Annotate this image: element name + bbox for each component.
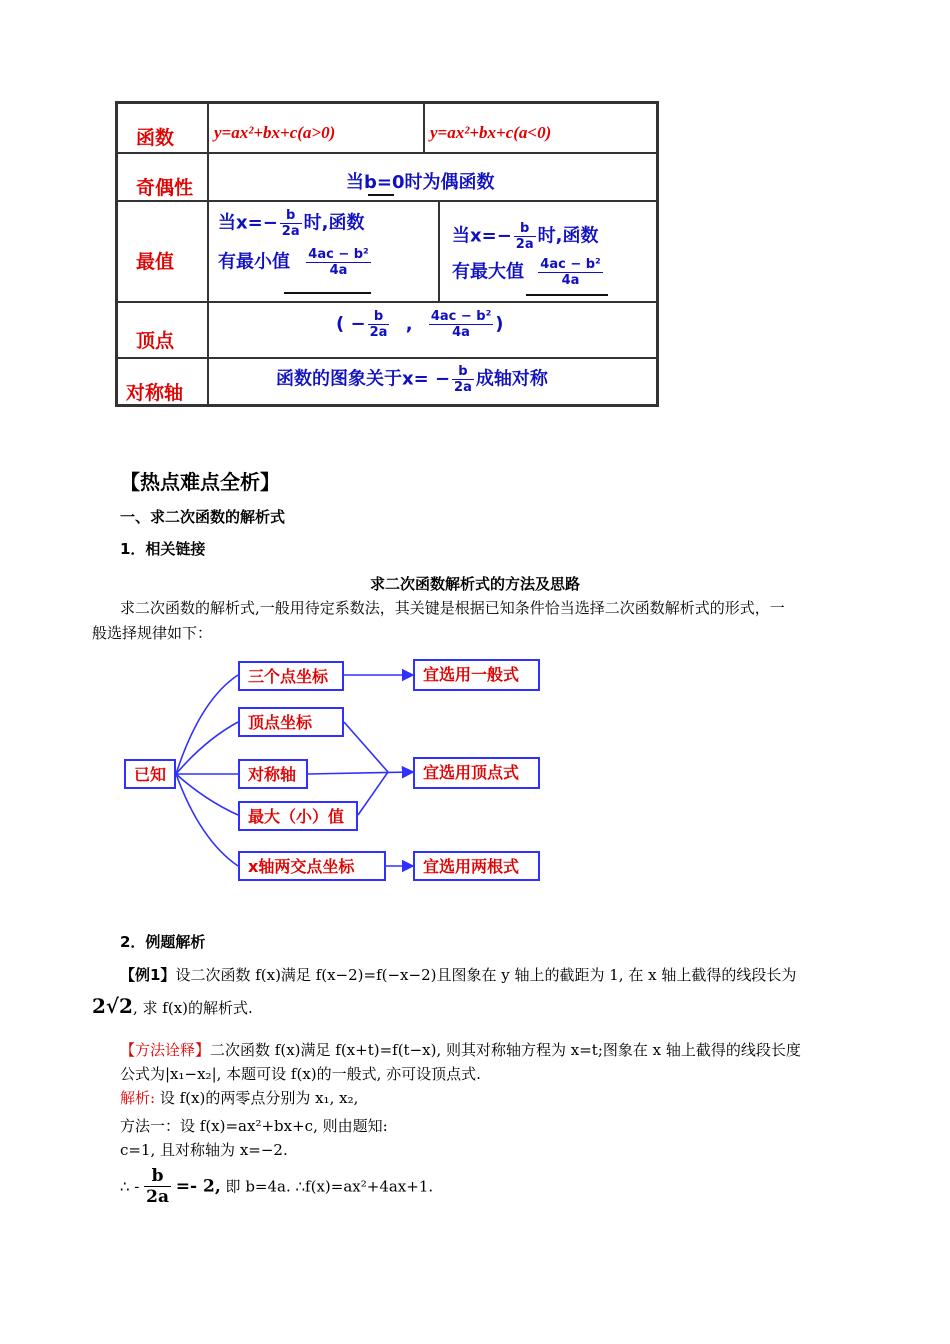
parity-text: 当b=0时为偶函数 xyxy=(346,172,495,193)
intro-line-2: 般选择规律如下： xyxy=(92,624,213,642)
row-label-vertex: 顶点 xyxy=(136,330,175,352)
method-line-2: 公式为|x₁−x₂|, 本题可设 f(x)的一般式, 亦可设顶点式. xyxy=(120,1065,481,1083)
axis-formula: 函数的图象关于x= − $\frac{b}{2a}$ 成轴对称 xyxy=(276,364,548,395)
heading-1: 一、求二次函数的解析式 xyxy=(120,508,286,526)
example-line-2: 2√2, 求 f(x)的解析式. xyxy=(92,994,253,1018)
center-title: 求二次函数解析式的方法及思路 xyxy=(369,575,580,593)
heading-1-1: 1．相关链接 xyxy=(120,540,206,558)
flow-known: 已知 xyxy=(124,759,176,789)
vertex-formula: ( − $\frac{b}{2a}$ , $\frac{\text{4ac − b²}}{4a}$ ) xyxy=(336,309,504,340)
flow-x-intercepts: x轴两交点坐标 xyxy=(238,851,386,881)
min-line2: 有最小值 $\frac{\text{4ac − b²}}{4a}$ xyxy=(218,247,369,278)
solution-line-1: 解析: 设 f(x)的两零点分别为 x₁, x₂, xyxy=(120,1089,359,1107)
function-negative-a: y=ax²+bx+c(a<0) xyxy=(430,123,552,142)
flow-axis: 对称轴 xyxy=(238,759,308,789)
example-line-1: 【例1】设二次函数 f(x)满足 f(x−2)=f(−x−2)且图象在 y 轴上的截距为 1, 在 x 轴上截得的线段长为 xyxy=(120,966,797,984)
heading-2: 2．例题解析 xyxy=(120,933,206,951)
row-label-parity: 奇偶性 xyxy=(136,177,194,199)
solution-line-2: 方法一：设 f(x)=ax²+bx+c, 则由题知: xyxy=(120,1117,388,1135)
flow-vertex-form: 宜选用顶点式 xyxy=(413,757,540,789)
max-line2: 有最大值 $\frac{\text{4ac − b²}}{4a}$ xyxy=(452,257,601,288)
solution-line-3: c=1, 且对称轴为 x=−2. xyxy=(120,1141,288,1159)
intro-line-1: 求二次函数的解析式,一般用待定系数法，其关键是根据已知条件恰当选择二次函数解析式的形式，一 xyxy=(120,599,785,617)
flow-roots-form: 宜选用两根式 xyxy=(413,851,540,881)
section-title: 【热点难点全析】 xyxy=(120,470,280,494)
quadratic-properties-table xyxy=(115,101,659,407)
flow-general-form: 宜选用一般式 xyxy=(413,659,540,691)
flow-max-min: 最大（小）值 xyxy=(238,801,358,831)
min-line1: 当x=− $\frac{b}{2a}$ 时,函数 xyxy=(218,208,365,239)
row-label-axis: 对称轴 xyxy=(126,382,184,404)
row-label-function: 函数 xyxy=(136,127,175,149)
row-label-extreme: 最值 xyxy=(136,251,175,273)
function-positive-a: y=ax²+bx+c(a>0) xyxy=(214,123,336,142)
flow-vertex-coords: 顶点坐标 xyxy=(238,707,344,737)
method-line-1: 【方法诠释】二次函数 f(x)满足 f(x+t)=f(t−x), 则其对称轴方程为 x=t;图象在 x 轴上截得的线段长度 xyxy=(120,1041,801,1059)
solution-line-4: ∴ - $\frac{b}{2a}$ =- 2, 即 b=4a. ∴f(x)=ax²+4ax+1. xyxy=(120,1166,434,1207)
max-line1: 当x=− $\frac{b}{2a}$ 时,函数 xyxy=(452,221,599,252)
flow-three-points: 三个点坐标 xyxy=(238,661,344,691)
